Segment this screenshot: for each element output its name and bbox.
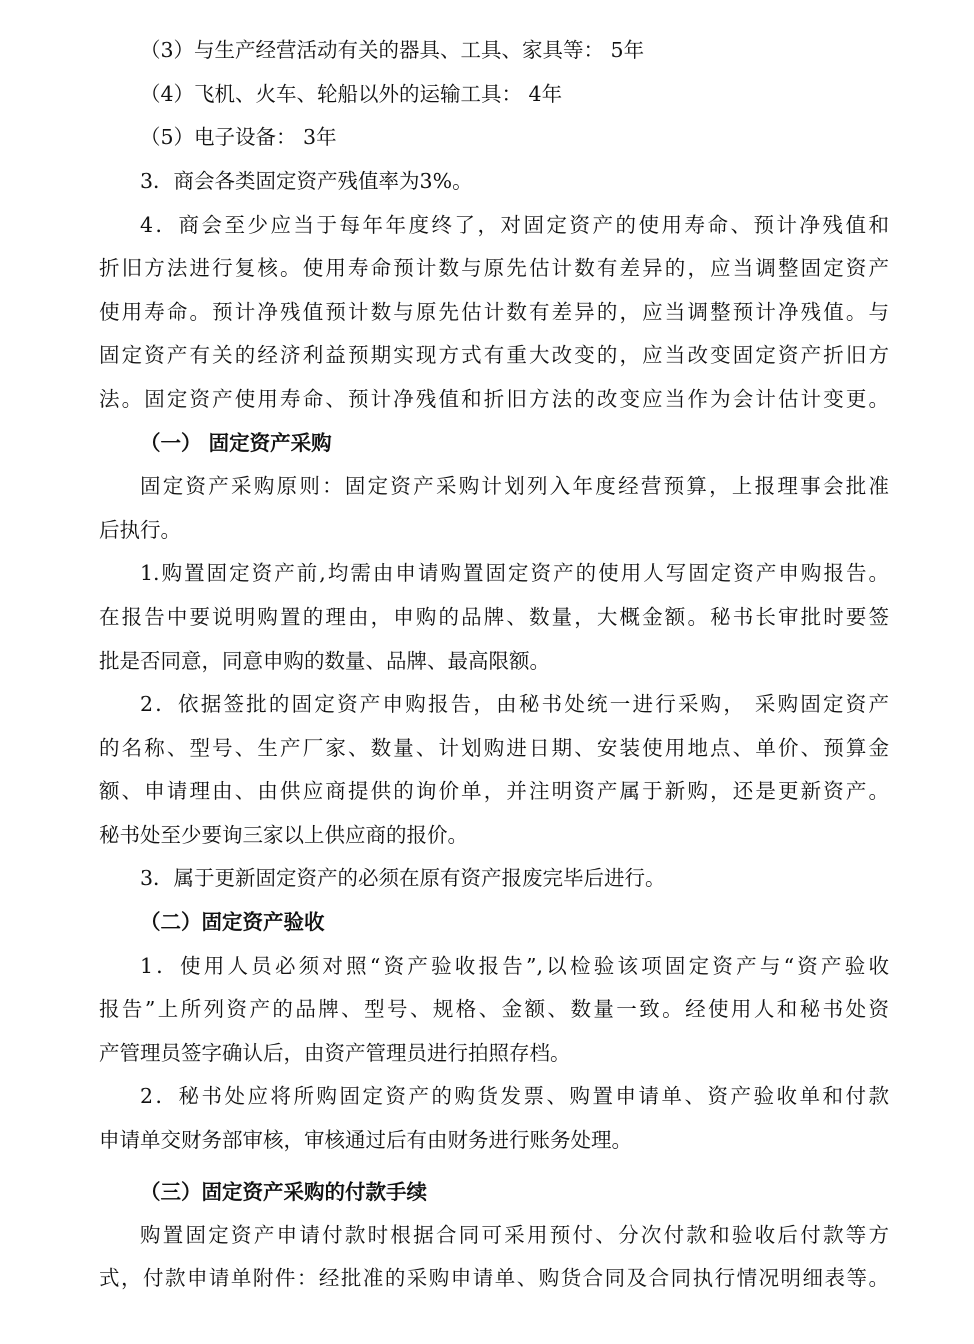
- text-line: 法。固定资产使用寿命、预计净残值和折旧方法的改变应当作为会计估计变更。: [99, 387, 889, 411]
- text-line: 固定资产采购原则：固定资产采购计划列入年度经营预算，上报理事会批准: [140, 474, 889, 498]
- text-line: 2．依据签批的固定资产申购报告，由秘书处统一进行采购， 采购固定资产: [140, 692, 889, 716]
- text-line: 2．秘书处应将所购固定资产的购货发票、购置申请单、资产验收单和付款: [140, 1084, 889, 1108]
- text-line: 3．属于更新固定资产的必须在原有资产报废完毕后进行。: [140, 866, 666, 890]
- section-heading-procurement: （一） 固定资产采购: [140, 431, 332, 455]
- text-line: 购置固定资产申请付款时根据合同可采用预付、分次付款和验收后付款等方: [140, 1223, 889, 1247]
- text-line: 使用寿命。预计净残值预计数与原先估计数有差异的，应当调整预计净残值。与: [99, 300, 889, 324]
- text-line: 折旧方法进行复核。使用寿命预计数与原先估计数有差异的，应当调整固定资产: [99, 256, 889, 280]
- text-line: 式，付款申请单附件：经批准的采购申请单、购货合同及合同执行情况明细表等。: [99, 1266, 889, 1290]
- text-line: （4）飞机、火车、轮船以外的运输工具： 4年: [140, 82, 563, 106]
- text-line: 产管理员签字确认后，由资产管理员进行拍照存档。: [99, 1041, 571, 1065]
- text-line: 额、申请理由、由供应商提供的询价单，并注明资产属于新购，还是更新资产。: [99, 779, 889, 803]
- text-line: 秘书处至少要询三家以上供应商的报价。: [99, 823, 468, 847]
- section-heading-acceptance: （二）固定资产验收: [140, 910, 325, 934]
- text-line: 在报告中要说明购置的理由，申购的品牌、数量，大概金额。秘书长审批时要签: [99, 605, 889, 629]
- text-line: 的名称、型号、生产厂家、数量、计划购进日期、安装使用地点、单价、预算金: [99, 736, 889, 760]
- text-line: 报告”上所列资产的品牌、型号、规格、金额、数量一致。经使用人和秘书处资: [99, 997, 889, 1021]
- text-line: 固定资产有关的经济利益预期实现方式有重大改变的，应当改变固定资产折旧方: [99, 343, 889, 367]
- section-heading-payment: （三）固定资产采购的付款手续: [140, 1180, 427, 1204]
- text-line: 申请单交财务部审核，审核通过后有由财务进行账务处理。: [99, 1128, 632, 1152]
- text-line: 3．商会各类固定资产残值率为3%。: [140, 169, 473, 193]
- text-line: （3）与生产经营活动有关的器具、工具、家具等： 5年: [140, 38, 645, 62]
- text-line: 后执行。: [99, 518, 181, 542]
- text-line: 1.购置固定资产前,均需由申请购置固定资产的使用人写固定资产申购报告。: [140, 561, 889, 585]
- text-line: 1．使用人员必须对照“资产验收报告”,以检验该项固定资产与“资产验收: [140, 954, 889, 978]
- text-line: 批是否同意，同意申购的数量、品牌、最高限额。: [99, 649, 550, 673]
- text-line: 4．商会至少应当于每年年度终了，对固定资产的使用寿命、预计净残值和: [140, 213, 889, 237]
- text-line: （5）电子设备： 3年: [140, 125, 337, 149]
